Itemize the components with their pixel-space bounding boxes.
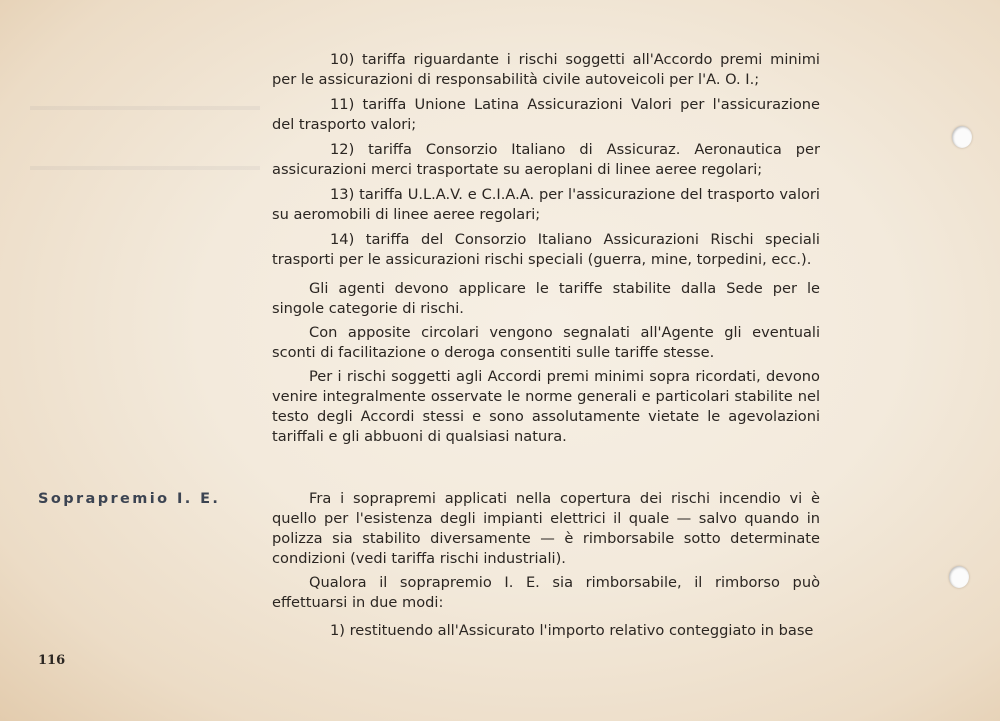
show-through-texture (30, 50, 260, 210)
section-paragraph-intro: Fra i soprapremi applicati nella copertura dei rischi incendio vi è quello per l'esistenza degli impianti elettrici il quale — salvo quando in polizza sia stabilito diversamente — è rimborsabile sotto determinate condizioni (vedi tariffa rischi industriali). (272, 490, 820, 567)
paragraph-circulars: Con apposite circolari vengono segnalati all'Agente gli eventuali sconti di facilitazione o deroga consentiti sulle tariffe stesse. (272, 324, 820, 361)
binder-hole-bottom (949, 566, 969, 588)
list-item-11: 11) tariffa Unione Latina Assicurazioni Valori per l'assicurazione del trasporto valori; (272, 96, 820, 133)
list-item-13: 13) tariffa U.L.A.V. e C.I.A.A. per l'assicurazione del trasporto valori su aeromobili di linee aeree regolari; (272, 186, 820, 223)
list-item-14: 14) tariffa del Consorzio Italiano Assicurazioni Rischi speciali trasporti per le assicurazioni rischi speciali (guerra, mine, torpedini, ecc.). (272, 231, 820, 268)
binder-hole-top (952, 126, 972, 148)
section-heading: Soprapremio I. E. (38, 491, 221, 507)
section-text-block (272, 489, 820, 646)
list-item-10: 10) tariffa riguardante i rischi soggetti all'Accordo premi minimi per le assicurazioni di responsabilità civile autoveicoli per l'A. O. I.; (272, 51, 820, 88)
page-number: 116 (38, 653, 66, 668)
section-paragraph-refund: Qualora il soprapremio I. E. sia rimborsabile, il rimborso può effettuarsi in due modi: (272, 574, 820, 611)
main-text-block (272, 50, 820, 451)
section-list-item-1: 1) restituendo all'Assicurato l'importo relativo conteggiato in base (330, 622, 814, 639)
list-item-12: 12) tariffa Consorzio Italiano di Assicuraz. Aeronautica per assicurazioni merci trasportate su aeroplani di linee aeree regolari; (272, 141, 820, 178)
paragraph-tariffs: Gli agenti devono applicare le tariffe stabilite dalla Sede per le singole categorie di rischi. (272, 280, 820, 317)
paragraph-minimum-premiums: Per i rischi soggetti agli Accordi premi minimi sopra ricordati, devono venire integralmente osservate le norme generali e particolari stabilite nel testo degli Accordi stessi e sono assolutamente vietate le agevolazioni tariffali e gli abbuoni di qualsiasi natura. (272, 368, 820, 445)
